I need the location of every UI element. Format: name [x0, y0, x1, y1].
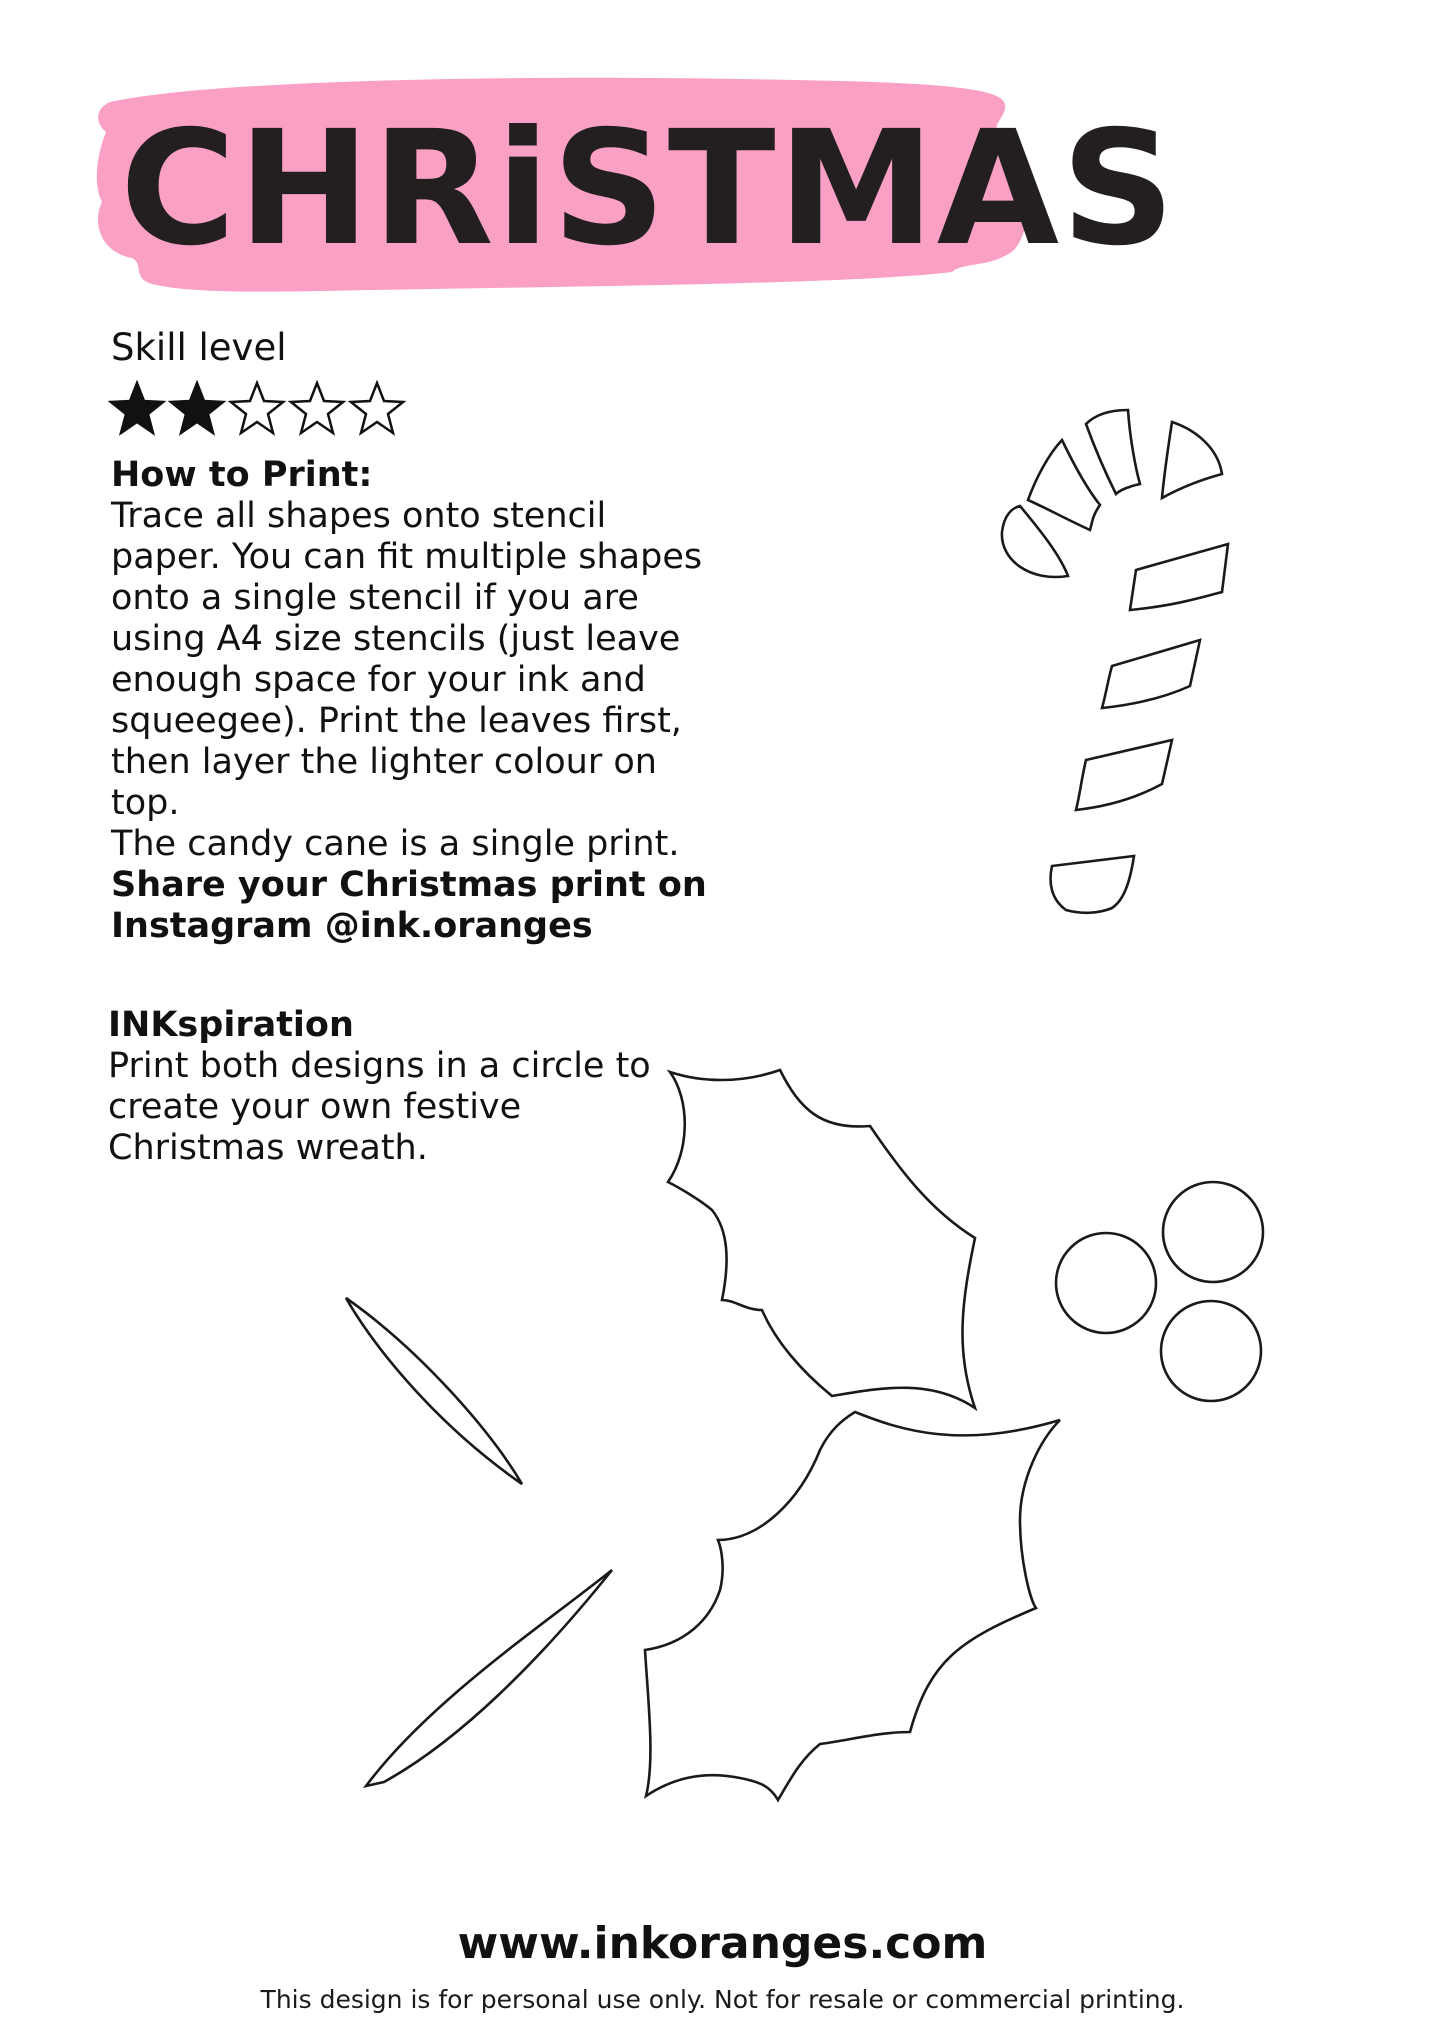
star-filled-icon: [168, 380, 226, 438]
candy-cane-hook-stripe-2: [1086, 410, 1140, 494]
candy-cane-stripe-5: [1102, 640, 1200, 708]
candy-cane-stripe-4: [1130, 544, 1228, 610]
skill-rating: [108, 380, 406, 438]
berry-circle-3: [1161, 1301, 1261, 1401]
skill-level-label: Skill level: [111, 326, 287, 369]
how-to-print-heading: How to Print:: [111, 455, 373, 495]
instagram-share-text: Share your Christmas print on Instagram @ink.oranges: [111, 865, 707, 946]
star-empty-icon: [228, 380, 286, 438]
candy-cane-hook-stripe-3: [1162, 422, 1222, 498]
star-empty-icon: [288, 380, 346, 438]
candy-cane-foot: [1051, 856, 1134, 913]
how-to-print-body: Trace all shapes onto stencil paper. You can fit multiple shapes onto a single stencil if you are using A4 size stencils (just leave enough space for your ink and squeegee). Print the leaves first, then layer the lighter colour on top.: [111, 496, 703, 823]
inkspiration-heading: INKspiration: [108, 1005, 354, 1045]
inkspiration-body: Print both designs in a circle to create your own festive Christmas wreath.: [108, 1046, 651, 1168]
holly-leaf-bottom: [645, 1412, 1060, 1800]
website-url[interactable]: www.inkoranges.com: [457, 1918, 988, 1969]
page-title: CHRiSTMAS: [120, 97, 1177, 281]
disclaimer-text: This design is for personal use only. Not for resale or commercial printing.: [260, 1985, 1185, 2014]
berry-circle-1: [1163, 1182, 1263, 1282]
candy-cane-hook-tip: [1002, 506, 1068, 577]
inkspiration-section: [108, 1005, 668, 1169]
leaf-sliver-bottom: [366, 1570, 612, 1786]
star-empty-icon: [348, 380, 406, 438]
star-filled-icon: [108, 380, 166, 438]
how-to-print-section: [111, 455, 711, 947]
candy-cane-stripe-6: [1076, 740, 1172, 810]
berry-circle-2: [1056, 1233, 1156, 1333]
title-banner: [92, 72, 1177, 302]
leaf-sliver-left: [346, 1298, 522, 1484]
candy-cane-note: The candy cane is a single print.: [111, 824, 680, 864]
holly-leaf-top: [668, 1070, 975, 1408]
candy-cane-icon: [1002, 410, 1228, 913]
candy-cane-hook-stripe-1: [1028, 440, 1100, 530]
